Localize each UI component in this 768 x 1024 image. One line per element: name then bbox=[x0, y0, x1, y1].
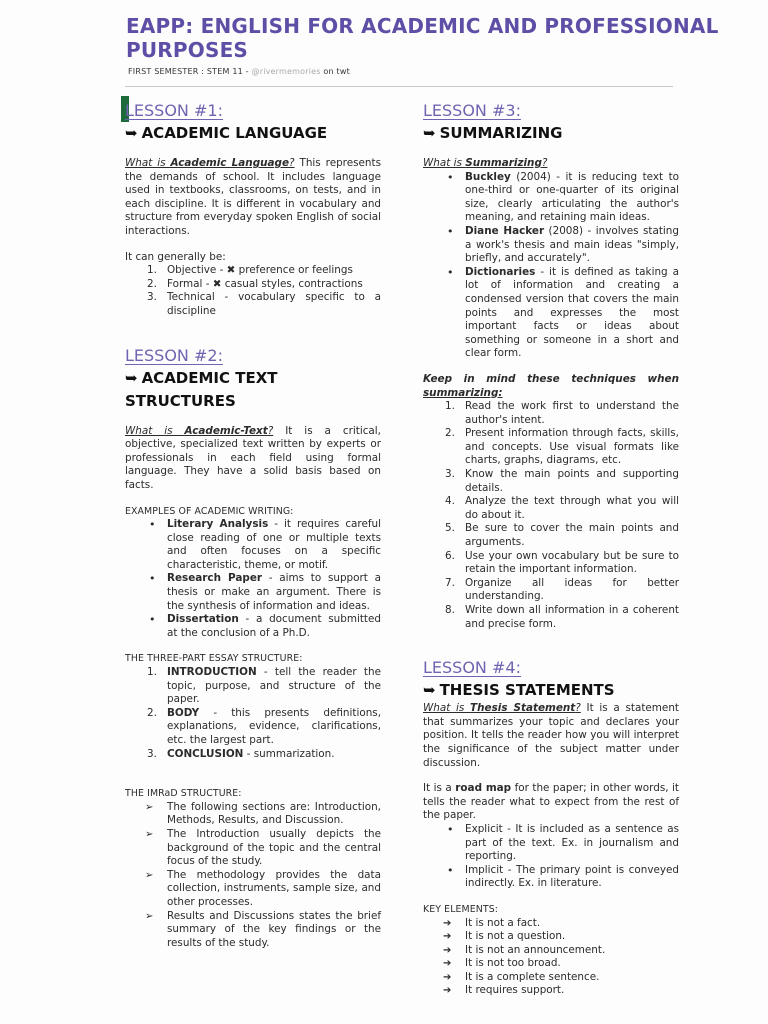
essay-structure-label: THE THREE-PART ESSAY STRUCTURE: bbox=[125, 653, 303, 665]
list-item: ➢ The Introduction usually depicts the background of the topic and the central focus of the study. bbox=[125, 828, 381, 869]
list-item: ➢ Results and Discussions states the brief summary of the key findings or the results of the study. bbox=[125, 910, 381, 951]
list-item: 6. Use your own vocabulary but be sure to retain the important information. bbox=[445, 549, 679, 576]
lesson1-intro: What is Academic Language? This represents the demands of school. It includes language used in textbooks, classrooms, on tests, and in each discipline. It is different in vocabulary and structure from everyday spoken English of social interactions. bbox=[125, 157, 381, 237]
list-item: • Research Paper - aims to support a thesis or make an argument. There is the synthesis of information and ideas. bbox=[125, 572, 381, 613]
list-item: ➔ It is not too broad. bbox=[423, 957, 679, 971]
list-item: ➔ It is not a question. bbox=[423, 930, 679, 944]
list-item: ➢ The methodology provides the data collection, instruments, sample size, and other processes. bbox=[125, 869, 381, 910]
list-item: 3. CONCLUSION - summarization. bbox=[147, 747, 335, 760]
arrow-icon: ➥ bbox=[423, 124, 436, 142]
lesson1-list bbox=[125, 264, 381, 318]
left-column bbox=[125, 100, 381, 950]
list-item: 2. Formal - ✖ casual styles, contractions bbox=[147, 277, 363, 290]
list-item: 1. Objective - ✖ preference or feelings bbox=[147, 264, 353, 277]
list-item: 8. Write down all information in a coherent and precise form. bbox=[445, 604, 679, 630]
header-divider bbox=[125, 86, 673, 87]
list-item: • Dissertation - a document submitted at the conclusion of a Ph.D. bbox=[125, 613, 381, 640]
imrad-label: THE IMRaD STRUCTURE: bbox=[125, 788, 242, 800]
lesson4-intro: What is Thesis Statement? It is a statement that summarizes your topic and declares your position. It tells the reader how you will interpret the significance of the subject matter under discussion. bbox=[423, 702, 679, 769]
thesis-types-list bbox=[423, 823, 679, 891]
key-elements-list bbox=[423, 917, 679, 999]
list-item: 2. Present information through facts, skills, and concepts. Use visual formats like charts, graphs, diagrams, etc. bbox=[445, 427, 679, 467]
list-item: 7. Organize all ideas for better understanding. bbox=[445, 576, 679, 603]
subtitle-tail: on twt bbox=[323, 67, 350, 76]
lesson1-list-label: It can generally be: bbox=[125, 250, 226, 263]
list-item: 1. INTRODUCTION - tell the reader the topic, purpose, and structure of the paper. bbox=[147, 666, 381, 706]
list-item: 1. Read the work first to understand the author's intent. bbox=[445, 400, 679, 426]
list-item: • Diane Hacker (2008) - involves stating a work's thesis and main ideas "simply, briefly, and accurately". bbox=[423, 225, 679, 266]
list-item: 5. Be sure to cover the main points and arguments. bbox=[445, 522, 679, 549]
right-column bbox=[423, 100, 679, 998]
imrad-list bbox=[125, 801, 381, 951]
list-item: 3. Know the main points and supporting details. bbox=[445, 468, 679, 494]
lesson1-title: ➥ ACADEMIC LANGUAGE bbox=[125, 122, 381, 145]
list-item: 4. Analyze the text through what you will do about it. bbox=[445, 495, 679, 521]
list-item: ➔ It is not a fact. bbox=[423, 917, 679, 931]
arrow-icon: ➥ bbox=[125, 368, 138, 387]
lesson2-intro: What is Academic-Text? It is a critical, objective, specialized text written by experts or professionals in each field using formal language. They have a solid basis based on facts. bbox=[125, 424, 381, 491]
arrow-icon: ➥ bbox=[125, 124, 138, 142]
lesson4-roadmap: It is a road map for the paper; in other words, it tells the reader what to expect from the rest of the paper. bbox=[423, 782, 680, 822]
subtitle-main: FIRST SEMESTER : STEM 11 - bbox=[128, 67, 249, 76]
list-item: • Implicit - The primary point is conveyed indirectly. Ex. in literature. bbox=[423, 864, 679, 891]
list-item: • Explicit - It is included as a sentence as part of the text. Ex. in journalism and reporting. bbox=[423, 823, 679, 864]
document-subtitle bbox=[128, 67, 350, 76]
list-item: • Buckley (2004) - it is reducing text to one-third or one-quarter of its original size, clearly articulating the author's meaning, and retaining main ideas. bbox=[423, 171, 679, 225]
arrow-icon: ➥ bbox=[423, 681, 436, 700]
techniques-heading: Keep in mind these techniques when summarizing: bbox=[423, 372, 679, 399]
list-item: 2. BODY - this presents definitions, explanations, evidence, clarifications, etc. the largest part. bbox=[147, 706, 381, 746]
lesson4-number: LESSON #4: bbox=[423, 658, 521, 678]
lesson1-number: LESSON #1: bbox=[125, 101, 223, 120]
list-item: 3. Technical - vocabulary specific to a discipline bbox=[147, 291, 381, 317]
lesson3-question: What is Summarizing? bbox=[423, 157, 548, 169]
list-item: ➢ The following sections are: Introduction, Methods, Results, and Discussion. bbox=[125, 801, 381, 828]
list-item: ➔ It is a complete sentence. bbox=[423, 971, 679, 985]
list-item: • Literary Analysis - it requires careful close reading of one or multiple texts and often focuses on a specific characteristic, theme, or motif. bbox=[125, 518, 381, 572]
summarizing-definitions bbox=[423, 171, 679, 361]
lesson3-title: ➥ SUMMARIZING bbox=[423, 122, 679, 145]
lesson2-title: ➥ ACADEMIC TEXT STRUCTURES bbox=[125, 368, 278, 410]
techniques-list bbox=[423, 400, 679, 631]
lesson2-number: LESSON #2: bbox=[125, 345, 223, 365]
essay-structure-list bbox=[125, 666, 381, 761]
subtitle-handle: @rivermemories bbox=[251, 67, 321, 76]
lesson4-title: ➥ THESIS STATEMENTS bbox=[423, 679, 679, 702]
lesson3-number: LESSON #3: bbox=[423, 101, 521, 120]
key-elements-label: KEY ELEMENTS: bbox=[423, 903, 499, 915]
list-item: • Dictionaries - it is defined as taking a lot of information and creating a condensed version that covers the main points and expresses the most important facts or ideas about something or someone in a short and clear form. bbox=[423, 266, 679, 361]
examples-list bbox=[125, 518, 381, 640]
examples-label: EXAMPLES OF ACADEMIC WRITING: bbox=[125, 505, 294, 517]
list-item: ➔ It requires support. bbox=[423, 984, 679, 998]
document-title: EAPP: ENGLISH FOR ACADEMIC AND PROFESSIONAL PURPOSES bbox=[126, 14, 719, 62]
list-item: ➔ It is not an announcement. bbox=[423, 944, 679, 958]
